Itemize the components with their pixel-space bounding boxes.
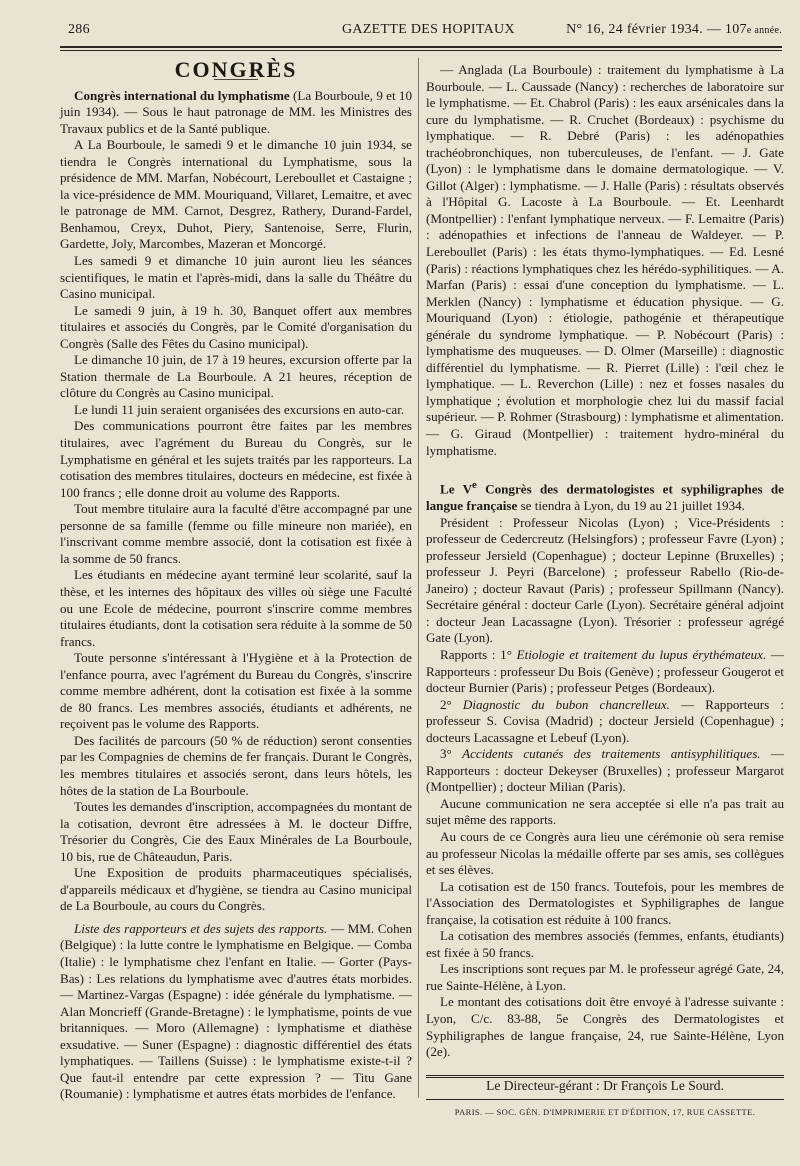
paragraph: Des facilités de parcours (50 % de réduction) seront consenties par les Compagnies de chemins de fer français. Durant le Congrès, les membres titulaires et associés seront, dans leurs hôtels, les hôtes de la station de La Bourboule. xyxy=(60,732,412,798)
report-title: Accidents cutanés des traitements antisyphilitiques. xyxy=(462,746,761,762)
imprint-rule xyxy=(426,1099,784,1100)
issue-text: N° 16, 24 février 1934. — 107 xyxy=(566,22,747,37)
superscript: e xyxy=(472,479,477,492)
report-text: — Rapporteurs : professeur S. Covisa (Madrid) ; docteur Jersield (Copenhague) ; docteurs Lacassagne et Lebeuf (Lyon). xyxy=(426,696,784,745)
article-heading: Congrès international du lymphatisme xyxy=(74,87,290,103)
paragraph: Les inscriptions sont reçues par M. le professeur agrégé Gate, 24, rue Sainte-Hélène, à Lyon. xyxy=(426,961,784,993)
paragraph: Le lundi 11 juin seraient organisées des excursions en auto-car. xyxy=(74,401,405,417)
paragraph: — Anglada (La Bourboule) : traitement du lymphatisme à La Bourboule. — L. Caussade (Nancy) : recherches de laboratoire sur le lymphatisme. — Et. Chabrol (Paris) : les eaux arsénicales dans la cure du lymphatisme. — R. Cruchet (Bordeaux) : psychisme du lymphatique. — R. Debré (Paris) : les adénopathies trachéobronchiques, non tuberculeuses, de l'enfant. — J. Gate (Lyon) : le lymphatisme dans le domaine dermatologique. — V. Gillot (Alger) : lymphatisme. — J. Halle (Paris) : résultats observés à l'Hôpital G. Lacoste à La Bourboule. — Et. Leenhardt (Montpellier) : l'enfant lymphatique nerveux. — F. Lemaitre (Paris) : adénopathies et infections de l'anneau de Waldeyer. — P. Lereboullet (Paris) : les états thymo-lymphatiques. — Ed. Lesné (Paris) : réactions lymphatiques chez les hérédo-syphilitiques. — A. Marfan (Paris) : essai d'une conception du lymphatisme. — L. Merklen (Nancy) : lymphatisme et éducation physique. — G. Mouriquand (Lyon) : étiologie, pathogénie et thérapeutique générale du syndrome lymphatique. — P. Nobécourt (Paris) : lymphatisme des muqueuses. — D. Olmer (Marseille) : diagnostic différentiel du lymphatisme. — R. Pierret (Lille) : l'œil chez le lymphatique. — L. Reverchon (Lille) : nez et fosses nasales du lymphatique ; évolution et morphologie chez lui du massif facial supérieur. — P. Rohmer (Strasbourg) : lymphatisme et alimentation. — G. Giraud (Montpellier) : traitement hydro-minéral du lymphatisme. xyxy=(426,62,784,458)
column-divider xyxy=(418,58,419,1098)
issue-suffix: e année. xyxy=(746,25,782,36)
paragraph: La cotisation des membres associés (femmes, enfants, étudiants) est fixée à 50 francs. xyxy=(426,928,784,960)
section-title: CONGRÈS xyxy=(174,57,298,82)
paragraph: Une Exposition de produits pharmaceutiques spécialisés, d'appareils médicaux et d'hygiène, se tiendra au Casino municipal de La Bourboule, au cours du Congrès. xyxy=(60,865,412,914)
spacer xyxy=(426,459,784,477)
report-title: Etiologie et traitement du lupus érythémateux. xyxy=(516,646,767,662)
article-heading-part: Le V xyxy=(440,481,473,497)
paragraph: Tout membre titulaire aura la faculté d'être accompagné par une personne de sa famille (femme ou fille mineure non mariée), en l'inscrivant comme membre associé, dont la cotisation est fixée à la somme de 50 francs. xyxy=(60,501,412,566)
paragraph: Au cours de ce Congrès aura lieu une cérémonie où sera remise au professeur Nicolas la médaille offerte par ses amis, ses collègues et ses élèves. xyxy=(426,828,784,878)
article-intro xyxy=(426,477,784,514)
article-intro xyxy=(60,88,412,138)
left-column xyxy=(60,57,412,1103)
journal-title: GAZETTE DES HOPITAUX xyxy=(342,22,515,37)
report-number: Rapports : 1° xyxy=(440,646,517,662)
right-column xyxy=(426,62,784,1121)
issue-line xyxy=(566,22,782,38)
rapporteurs-list xyxy=(60,921,412,1103)
paragraph: Le montant des cotisations doit être envoyé à l'adresse suivante : Lyon, C/c. 83-88, 5e Congrès des Dermatologistes et Syphiligraphes de langue française, 24, rue Sainte-Hélène, Lyon (2e). xyxy=(426,994,784,1060)
report-title: Diagnostic du bubon chancrelleux. xyxy=(462,696,670,712)
header-rule xyxy=(60,46,782,48)
paragraph: Les étudiants en médecine ayant terminé leur scolarité, sauf la thèse, et les internes des hôpitaux des villes où siège une Faculté ou une Ecole de médecine, pourront s'inscrire comme membres titulaires étudiants, dont la cotisation sera réduite à la somme de 50 francs. xyxy=(60,567,412,649)
page-number: 286 xyxy=(68,22,90,37)
paragraph: Les samedi 9 et dimanche 10 juin auront lieu les séances scientifiques, le matin et l'après-midi, dans la salle du Théâtre du Casino municipal. xyxy=(60,253,412,302)
report-item xyxy=(426,697,784,747)
paragraph: Toutes les demandes d'inscription, accompagnées du montant de la cotisation, devront être adressées à M. le docteur Diffre, Trésorier du Congrès, Cie des Eaux Minérales de La Bourboule, 10 bis, rue de Châteaudun, Paris. xyxy=(60,799,412,864)
header-rule-thin xyxy=(60,50,782,51)
report-number: 2° xyxy=(440,696,463,712)
rapporteurs-heading: Liste des rapporteurs et des sujets des rapports. xyxy=(74,920,328,936)
article-intro-text: se tiendra à Lyon, du 19 au 21 juillet 1934. xyxy=(517,498,745,514)
paragraph: Président : Professeur Nicolas (Lyon) ; Vice-Présidents : professeur de Cedercreutz (Helsingfors) ; professeur Favre (Lyon) ; professeur Jersield (Copenhague) ; docteur Lepinne (Bruxelles) ; professeur J. Peyri (Barcelone) ; professeur Rabello (Rio-de-Janeiro) ; docteur Ravaut (Paris) ; professeur Spillmann (Nancy). Secrétaire général : docteur Carle (Lyon). Secrétaire général adjoint : docteur Jean Lacassagne (Lyon). Trésorier : professeur agrégé Gate (Lyon). xyxy=(426,514,784,646)
paragraph: Aucune communication ne sera acceptée si elle n'a pas trait au sujet même des rapports. xyxy=(426,795,784,828)
report-item xyxy=(426,647,784,697)
imprint: PARIS. — SOC. GÉN. D'IMPRIMERIE ET D'ÉDITION, 17, RUE CASSETTE. xyxy=(454,1107,756,1118)
paragraph: Toute personne s'intéressant à l'Hygiène et à la Protection de l'enfance pourra, avec l'agrément du Bureau du Congrès, s'inscrire comme membre adhérent, dont la cotisation est fixée à la somme de 80 francs. Les membres associés, étudiants et adhérents, ne reçoivent pas le volume des Rapports. xyxy=(60,650,412,732)
paragraph: Le samedi 9 juin, à 19 h. 30, Banquet offert aux membres titulaires et associés du Congrès, par le Comité d'organisation du Congrès (Salle des Fêtes du Casino municipal). xyxy=(60,302,412,351)
paragraph: La cotisation est de 150 francs. Toutefois, pour les membres de l'Association des Dermatologistes et Syphiligraphes de langue française, la cotisation est réduite à 100 francs. xyxy=(426,878,784,927)
signature: Le Directeur-gérant : Dr François Le Sourd. xyxy=(486,1077,724,1093)
paragraph: A La Bourboule, le samedi 9 et le dimanche 10 juin 1934, se tiendra le Congrès international du Lymphatisme, sous la présidence de MM. Marfan, Nobécourt, Lereboullet et Castaigne ; la vice-présidence de MM. Mouriquand, Villaret, Lemaitre, et avec le patronage de MM. Carnot, Desgrez, Rathery, Durand-Fardel, Benhamou, Creyx, Duhot, Piery, Santenoise, Serre, Flurin, Gardette, Joly, Marcombes, Mazeran et Moncorgé. xyxy=(60,137,412,252)
report-text: — Rapporteurs : professeur Du Bois (Genève) ; professeur Gougerot et docteur Burnier (Paris) ; professeur Petges (Bordeaux). xyxy=(426,646,785,696)
rapporteurs-text: — MM. Cohen (Belgique) : la lutte contre le lymphatisme en Belgique. — Comba (Italie) : le lymphatisme chez l'enfant en Italie. — Gorter (Pays-Bas) : Les relations du lymphatisme avec d'autres états morbides. — Martinez-Vargas (Espagne) : idée générale du lymphatisme. — Alan Moncrieff (Grande-Bretagne) : le lymphatisme, points de vue britanniques. — Moro (Allemagne) : lymphatisme et diathèse exsudative. — Suner (Espagne) : diagnostic différentiel des états lymphatiques. — Taillens (Suisse) : le lymphatisme existe-t-il ? Que faut-il entendre par cette expression ? — Titu Gane (Roumanie) : lymphatisme et autres états morbides de l'enfance. xyxy=(60,920,412,1102)
report-item xyxy=(426,746,784,796)
page-header xyxy=(60,22,782,44)
paragraph: Des communications pourront être faites par les membres titulaires, avec l'agrément du Bureau du Congrès, sur le Lymphatisme en général et les sujets traités par les rapporteurs. La cotisation des membres titulaires, docteurs en médecine, est fixée à 100 francs ; elle donne droit au volume des Rapports. xyxy=(60,418,412,500)
article-heading: Congrès des dermatologistes et syphiligraphes de langue française xyxy=(426,481,784,514)
article-intro-text: (La Bourboule, 9 et 10 juin 1934). — Sous le haut patronage de MM. les Ministres des Travaux publics et de la Santé publique. xyxy=(60,87,412,136)
report-number: 3° xyxy=(440,746,463,762)
report-text: — Rapporteurs : docteur Dekeyser (Bruxelles) ; professeur Margarot (Montpellier) ; docteur Milian (Paris). xyxy=(426,746,784,795)
paragraph: Le dimanche 10 juin, de 17 à 19 heures, excursion offerte par la Station thermale de La Bourboule. A 21 heures, réception de clôture du Congrès au Casino municipal. xyxy=(60,352,412,401)
